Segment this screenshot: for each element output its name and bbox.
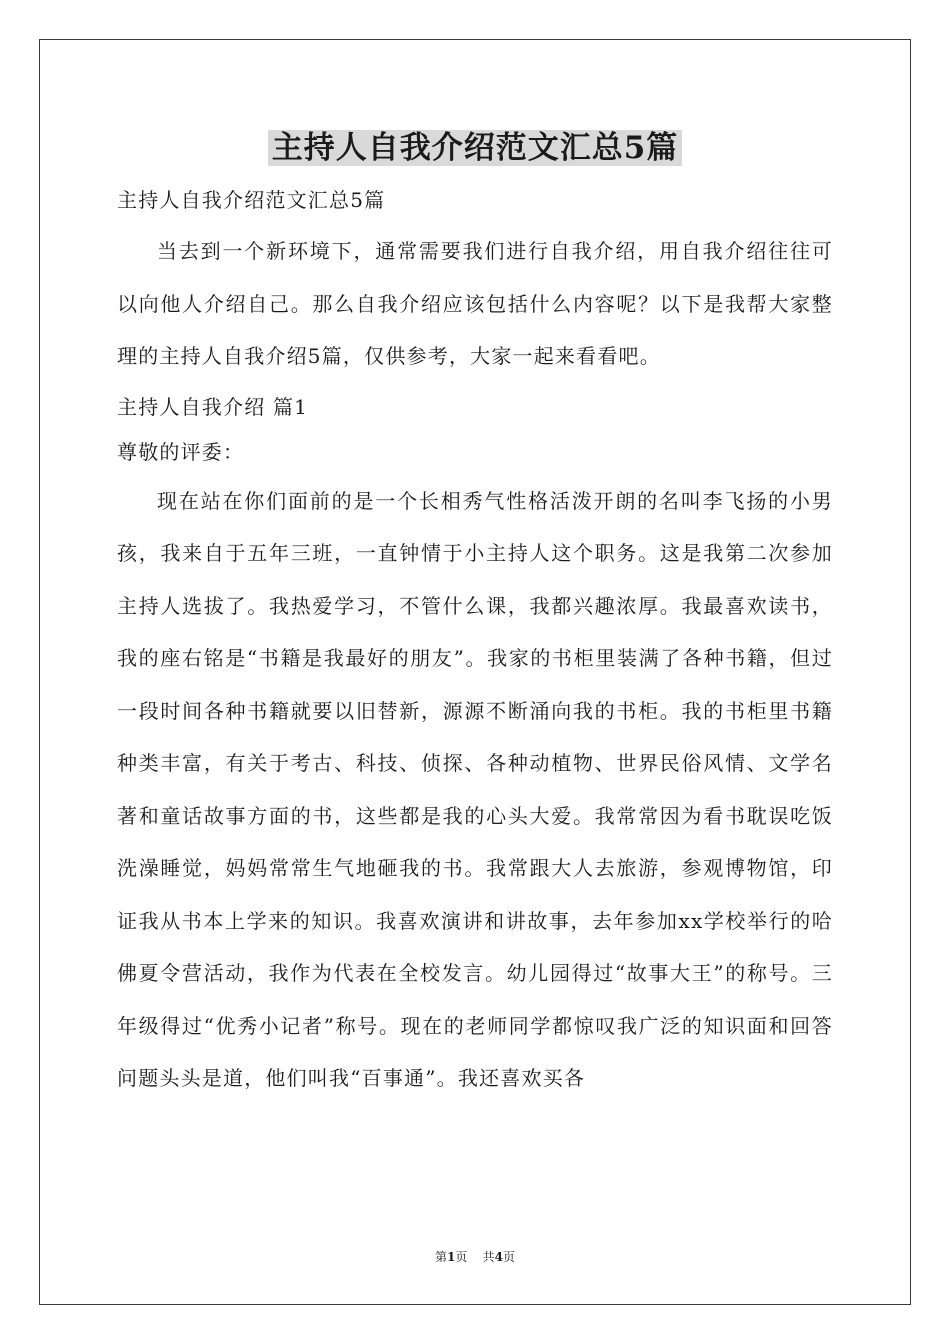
- footer-page-prefix: 第: [434, 1250, 447, 1264]
- footer-page-suffix: 页: [455, 1250, 468, 1264]
- page-footer: [0, 1249, 950, 1265]
- intro-paragraph: 当去到一个新环境下，通常需要我们进行自我介绍，用自我介绍往往可以向他人介绍自己。那么自我介绍应该包括什么内容呢？以下是我帮大家整理的主持人自我介绍5篇，仅供参考，大家一起来看看吧。: [117, 239, 833, 368]
- document-title: [0, 126, 950, 170]
- document-title-text: 主持人自我介绍范文汇总5篇: [268, 130, 683, 166]
- body-paragraph: 现在站在你们面前的是一个长相秀气性格活泼开朗的名叫李飞扬的小男孩，我来自于五年三班，一直钟情于小主持人这个职务。这是我第二次参加主持人选拔了。我热爱学习，不管什么课，我都兴趣浓厚。我最喜欢读书，我的座右铭是“书籍是我最好的朋友”。我家的书柜里装满了各种书籍，但过一段时间各种书籍就要以旧替新，源源不断涌向我的书柜。我的书柜里书籍种类丰富，有关于考古、科技、侦探、各种动植物、世界民俗风情、文学名著和童话故事方面的书，这些都是我的心头大爱。我常常因为看书耽误吃饭洗澡睡觉，妈妈常常生气地砸我的书。我常跟大人去旅游，参观博物馆，印证我从书本上学来的知识。我喜欢演讲和讲故事，去年参加xx学校举行的哈佛夏令营活动，我作为代表在全校发言。幼儿园得过“故事大王”的称号。三年级得过“优秀小记者”称号。现在的老师同学都惊叹我广泛的知识面和回答问题头头是道，他们叫我“百事通”。我还喜欢买各: [117, 488, 833, 1090]
- salutation: 尊敬的评委：: [117, 439, 245, 464]
- footer-total-suffix: 页: [503, 1250, 516, 1264]
- footer-total-pages: 4: [494, 1250, 503, 1264]
- section-heading: 主持人自我介绍 篇1: [117, 394, 309, 419]
- document-subtitle: 主持人自我介绍范文汇总5篇: [117, 188, 386, 212]
- document-body: [117, 178, 833, 1105]
- footer-page-number: 1: [446, 1250, 456, 1264]
- footer-total-prefix: 共: [482, 1250, 495, 1264]
